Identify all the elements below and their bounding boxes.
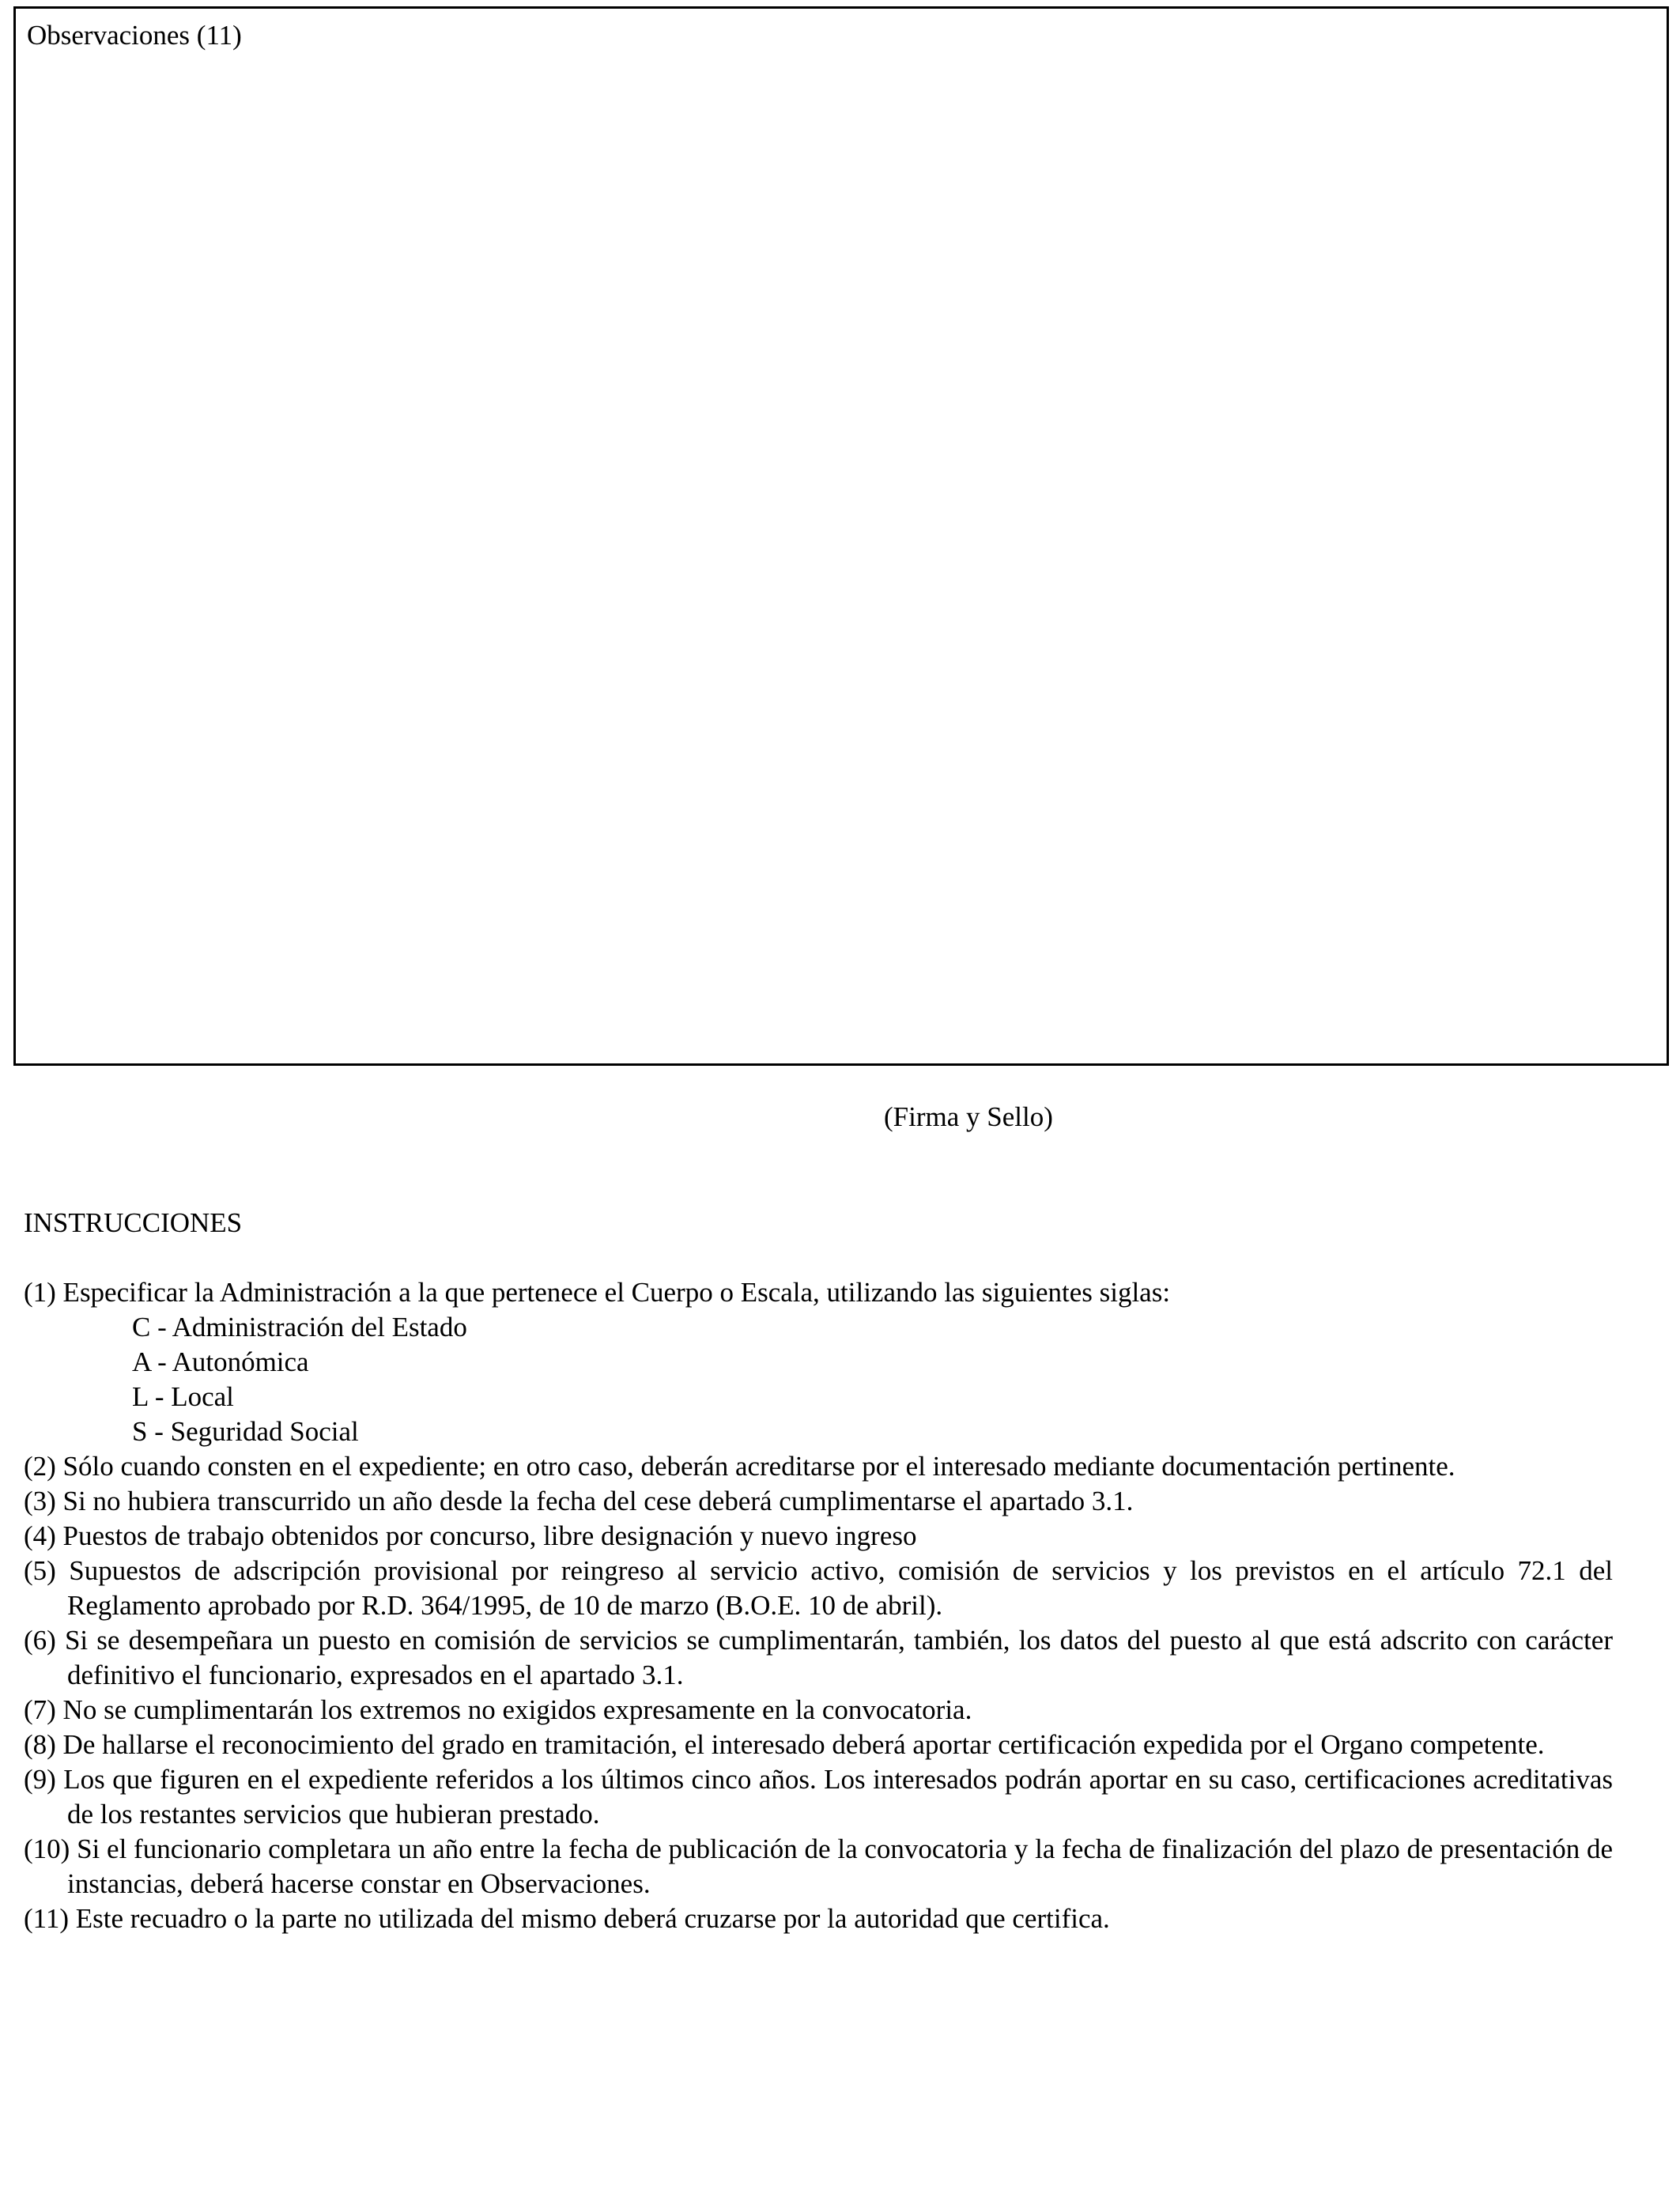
instruction-item-7: (7) No se cumplimentarán los extremos no exigidos expresamente en la convocatoria. — [24, 1694, 972, 1725]
instruction-item-3: (3) Si no hubiera transcurrido un año desde la fecha del cese deberá cumplimentarse el apartado 3.1. — [24, 1486, 1134, 1516]
instruction-item-9: (9) Los que figuren en el expediente referidos a los últimos cinco años. Los interesados podrán aportar en su caso, certificaciones acreditativas de los restantes servicios que hubieran prestado. — [24, 1764, 1613, 1830]
instrucciones-title: INSTRUCCIONES — [24, 1207, 243, 1238]
sigla-item-l: L - Local — [132, 1381, 234, 1412]
instruction-item-4: (4) Puestos de trabajo obtenidos por concurso, libre designación y nuevo ingreso — [24, 1520, 917, 1551]
instruction-item-2: (2) Sólo cuando consten en el expediente; en otro caso, deberán acreditarse por el interesado mediante documentación pertinente. — [24, 1451, 1455, 1482]
instrucciones-list — [24, 1275, 1613, 1936]
instruction-item-11: (11) Este recuadro o la parte no utilizada del mismo deberá cruzarse por la autoridad que certifica. — [24, 1903, 1110, 1934]
instruction-item-8: (8) De hallarse el reconocimiento del grado en tramitación, el interesado deberá aportar certificación expedida por el Organo competente. — [24, 1729, 1545, 1760]
signature-label: (Firma y Sello) — [884, 1101, 1053, 1132]
instruction-item-1: (1) Especificar la Administración a la que pertenece el Cuerpo o Escala, utilizando las siguientes siglas: — [24, 1277, 1171, 1308]
sigla-item-a: A - Autonómica — [132, 1346, 309, 1377]
observaciones-box — [13, 6, 1669, 1066]
sigla-item-s: S - Seguridad Social — [132, 1416, 359, 1447]
instruction-item-6: (6) Si se desempeñara un puesto en comisión de servicios se cumplimentarán, también, los datos del puesto al que está adscrito con carácter definitivo el funcionario, expresados en el apartado 3.1. — [24, 1625, 1613, 1690]
instruction-item-5: (5) Supuestos de adscripción provisional por reingreso al servicio activo, comisión de servicios y los previstos en el artículo 72.1 del Reglamento aprobado por R.D. 364/1995, de 10 de marzo (B.O.E. 10 de abril). — [24, 1555, 1613, 1621]
instruction-item-10: (10) Si el funcionario completara un año entre la fecha de publicación de la convocatoria y la fecha de finalización del plazo de presentación de instancias, deberá hacerse constar en Observaciones. — [24, 1833, 1613, 1899]
observaciones-label: Observaciones (11) — [27, 20, 242, 51]
sigla-item-c: C - Administración del Estado — [132, 1312, 467, 1342]
